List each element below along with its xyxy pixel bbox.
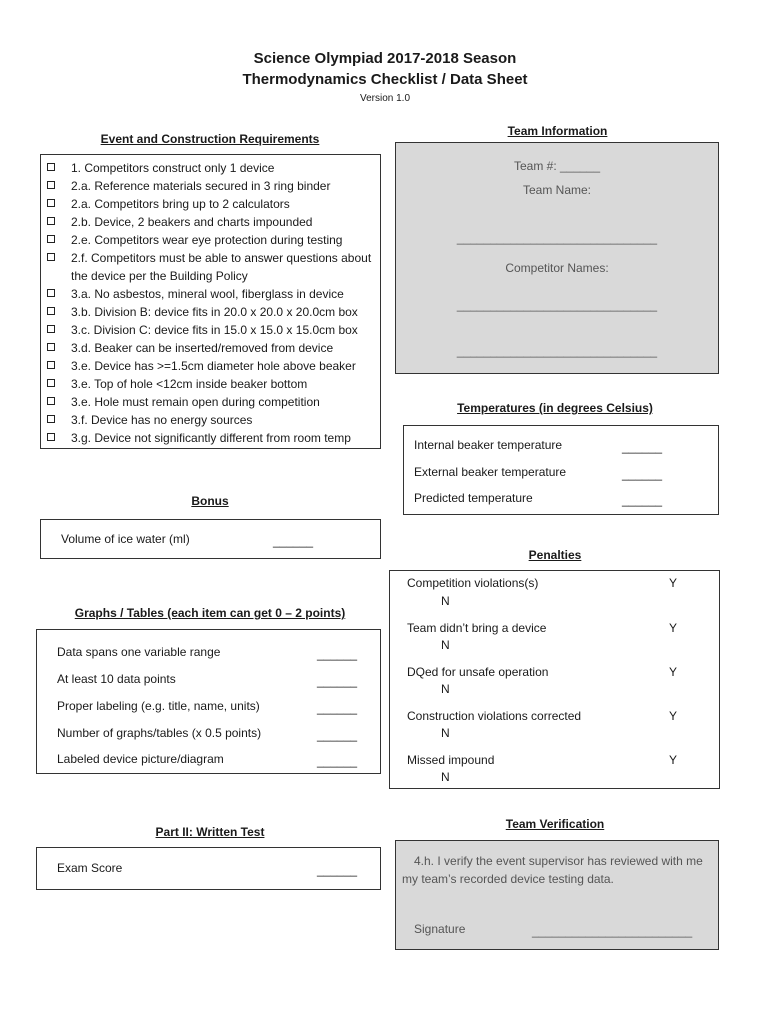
penalties-heading: Penalties xyxy=(528,548,582,562)
verification-heading: Team Verification xyxy=(505,817,605,831)
graph-5-label: Labeled device picture/diagram xyxy=(57,752,224,766)
bonus-blank[interactable]: ______ xyxy=(273,534,314,548)
requirement-text: 3.c. Division C: device fits in 15.0 x 15.0 x 15.0cm box xyxy=(71,323,358,337)
requirement-text: 2.e. Competitors wear eye protection during testing xyxy=(71,233,343,247)
penalty-2-no[interactable]: N xyxy=(441,638,450,652)
requirement-text: 2.f. Competitors must be able to answer questions about the device per the Building Policy xyxy=(71,251,372,283)
penalty-2-yes[interactable]: Y xyxy=(669,621,678,635)
checkbox-icon[interactable] xyxy=(47,415,55,423)
requirements-box xyxy=(40,154,381,449)
graph-3-blank[interactable]: ______ xyxy=(317,701,358,715)
graph-1-label: Data spans one variable range xyxy=(57,645,221,659)
checkbox-icon[interactable] xyxy=(47,217,55,225)
verification-box xyxy=(395,840,719,950)
penalty-1-yes[interactable]: Y xyxy=(669,576,678,590)
temp-internal-label: Internal beaker temperature xyxy=(414,438,563,452)
requirement-item xyxy=(41,195,380,213)
requirement-text: 3.g. Device not significantly different from room temp xyxy=(71,431,351,445)
checkbox-icon[interactable] xyxy=(47,433,55,441)
graph-2-label: At least 10 data points xyxy=(57,672,176,686)
checkbox-icon[interactable] xyxy=(47,289,55,297)
team-info-box xyxy=(395,142,719,374)
requirement-text: 3.d. Beaker can be inserted/removed from device xyxy=(71,341,334,355)
written-test-box xyxy=(36,847,381,890)
requirement-item xyxy=(41,321,380,339)
requirement-item xyxy=(41,303,380,321)
team-name-line[interactable]: ______________________________ xyxy=(456,231,658,245)
checkbox-icon[interactable] xyxy=(47,343,55,351)
graph-3-label: Proper labeling (e.g. title, name, units) xyxy=(57,699,260,713)
penalty-4-yes[interactable]: Y xyxy=(669,709,678,723)
requirement-item xyxy=(41,177,380,195)
requirement-text: 3.a. No asbestos, mineral wool, fiberglass in device xyxy=(71,287,344,301)
penalty-5-no[interactable]: N xyxy=(441,770,450,784)
penalty-3-yes[interactable]: Y xyxy=(669,665,678,679)
temperatures-heading: Temperatures (in degrees Celsius) xyxy=(457,401,653,415)
temperatures-box xyxy=(403,425,719,515)
requirement-item xyxy=(41,357,380,375)
requirement-item xyxy=(41,213,380,231)
signature-label: Signature xyxy=(414,922,466,936)
team-info-heading: Team Information xyxy=(507,124,608,138)
graphs-heading: Graphs / Tables (each item can get 0 – 2 points) xyxy=(74,606,346,620)
temp-predicted-blank[interactable]: ______ xyxy=(622,493,663,507)
requirement-item xyxy=(41,393,380,411)
requirement-text: 2.a. Competitors bring up to 2 calculators xyxy=(71,197,290,211)
penalty-2-label: Team didn’t bring a device xyxy=(407,621,547,635)
requirement-text: 2.a. Reference materials secured in 3 ring binder xyxy=(71,179,331,193)
penalty-3-label: DQed for unsafe operation xyxy=(407,665,549,679)
temp-internal-blank[interactable]: ______ xyxy=(622,440,663,454)
page-title: Science Olympiad 2017-2018 Season xyxy=(253,50,517,67)
checkbox-icon[interactable] xyxy=(47,181,55,189)
requirements-heading: Event and Construction Requirements xyxy=(100,132,320,146)
team-name-label: Team Name: xyxy=(522,183,592,197)
checkbox-icon[interactable] xyxy=(47,325,55,333)
requirement-item xyxy=(41,231,380,249)
penalty-3-no[interactable]: N xyxy=(441,682,450,696)
temp-external-label: External beaker temperature xyxy=(414,465,567,479)
competitor-names-label: Competitor Names: xyxy=(505,261,609,275)
requirement-text: 3.e. Device has >=1.5cm diameter hole above beaker xyxy=(71,359,356,373)
graph-1-blank[interactable]: ______ xyxy=(317,647,358,661)
bonus-heading: Bonus xyxy=(191,494,229,508)
page-subtitle: Thermodynamics Checklist / Data Sheet xyxy=(242,71,528,88)
requirement-item xyxy=(41,411,380,429)
graph-5-blank[interactable]: ______ xyxy=(317,754,358,768)
checkbox-icon[interactable] xyxy=(47,307,55,315)
penalty-5-yes[interactable]: Y xyxy=(669,753,678,767)
exam-score-label: Exam Score xyxy=(57,861,123,875)
requirement-item xyxy=(41,285,380,303)
requirements-list xyxy=(41,159,380,447)
checkbox-icon[interactable] xyxy=(47,199,55,207)
competitor-name-line-1[interactable]: ______________________________ xyxy=(456,298,658,312)
penalties-box xyxy=(389,570,720,789)
penalty-5-label: Missed impound xyxy=(407,753,495,767)
requirement-item xyxy=(41,429,380,447)
checkbox-icon[interactable] xyxy=(47,361,55,369)
penalty-1-no[interactable]: N xyxy=(441,594,450,608)
graph-2-blank[interactable]: ______ xyxy=(317,674,358,688)
graph-4-label: Number of graphs/tables (x 0.5 points) xyxy=(57,726,262,740)
penalty-4-label: Construction violations corrected xyxy=(407,709,582,723)
requirement-item xyxy=(41,249,380,285)
temp-external-blank[interactable]: ______ xyxy=(622,467,663,481)
bonus-box xyxy=(40,519,381,559)
version-label: Version 1.0 xyxy=(359,93,411,104)
requirement-item xyxy=(41,375,380,393)
penalty-4-no[interactable]: N xyxy=(441,726,450,740)
exam-score-blank[interactable]: ______ xyxy=(317,863,358,877)
checkbox-icon[interactable] xyxy=(47,397,55,405)
graph-4-blank[interactable]: ______ xyxy=(317,728,358,742)
requirement-text: 1. Competitors construct only 1 device xyxy=(71,161,275,175)
graphs-box xyxy=(36,629,381,774)
bonus-label: Volume of ice water (ml) xyxy=(61,532,190,546)
requirement-text: 3.e. Top of hole <12cm inside beaker bottom xyxy=(71,377,308,391)
requirement-text: 3.b. Division B: device fits in 20.0 x 20.0 x 20.0cm box xyxy=(71,305,358,319)
checkbox-icon[interactable] xyxy=(47,163,55,171)
written-test-heading: Part II: Written Test xyxy=(155,825,265,839)
requirement-text: 3.f. Device has no energy sources xyxy=(71,413,253,427)
signature-line[interactable]: ________________________ xyxy=(532,924,693,938)
competitor-name-line-2[interactable]: ______________________________ xyxy=(456,344,658,358)
penalty-1-label: Competition violations(s) xyxy=(407,576,539,590)
requirement-item xyxy=(41,339,380,357)
team-number-field[interactable]: Team #: ______ xyxy=(513,159,601,173)
requirement-item xyxy=(41,159,380,177)
checkbox-icon[interactable] xyxy=(47,379,55,387)
requirement-text: 3.e. Hole must remain open during competition xyxy=(71,395,320,409)
temp-predicted-label: Predicted temperature xyxy=(414,491,533,505)
requirement-text: 2.b. Device, 2 beakers and charts impounded xyxy=(71,215,313,229)
checkbox-icon[interactable] xyxy=(47,235,55,243)
checkbox-icon[interactable] xyxy=(47,253,55,261)
verification-statement: 4.h. I verify the event supervisor has reviewed with me my team’s recorded device testing data. xyxy=(402,854,703,886)
